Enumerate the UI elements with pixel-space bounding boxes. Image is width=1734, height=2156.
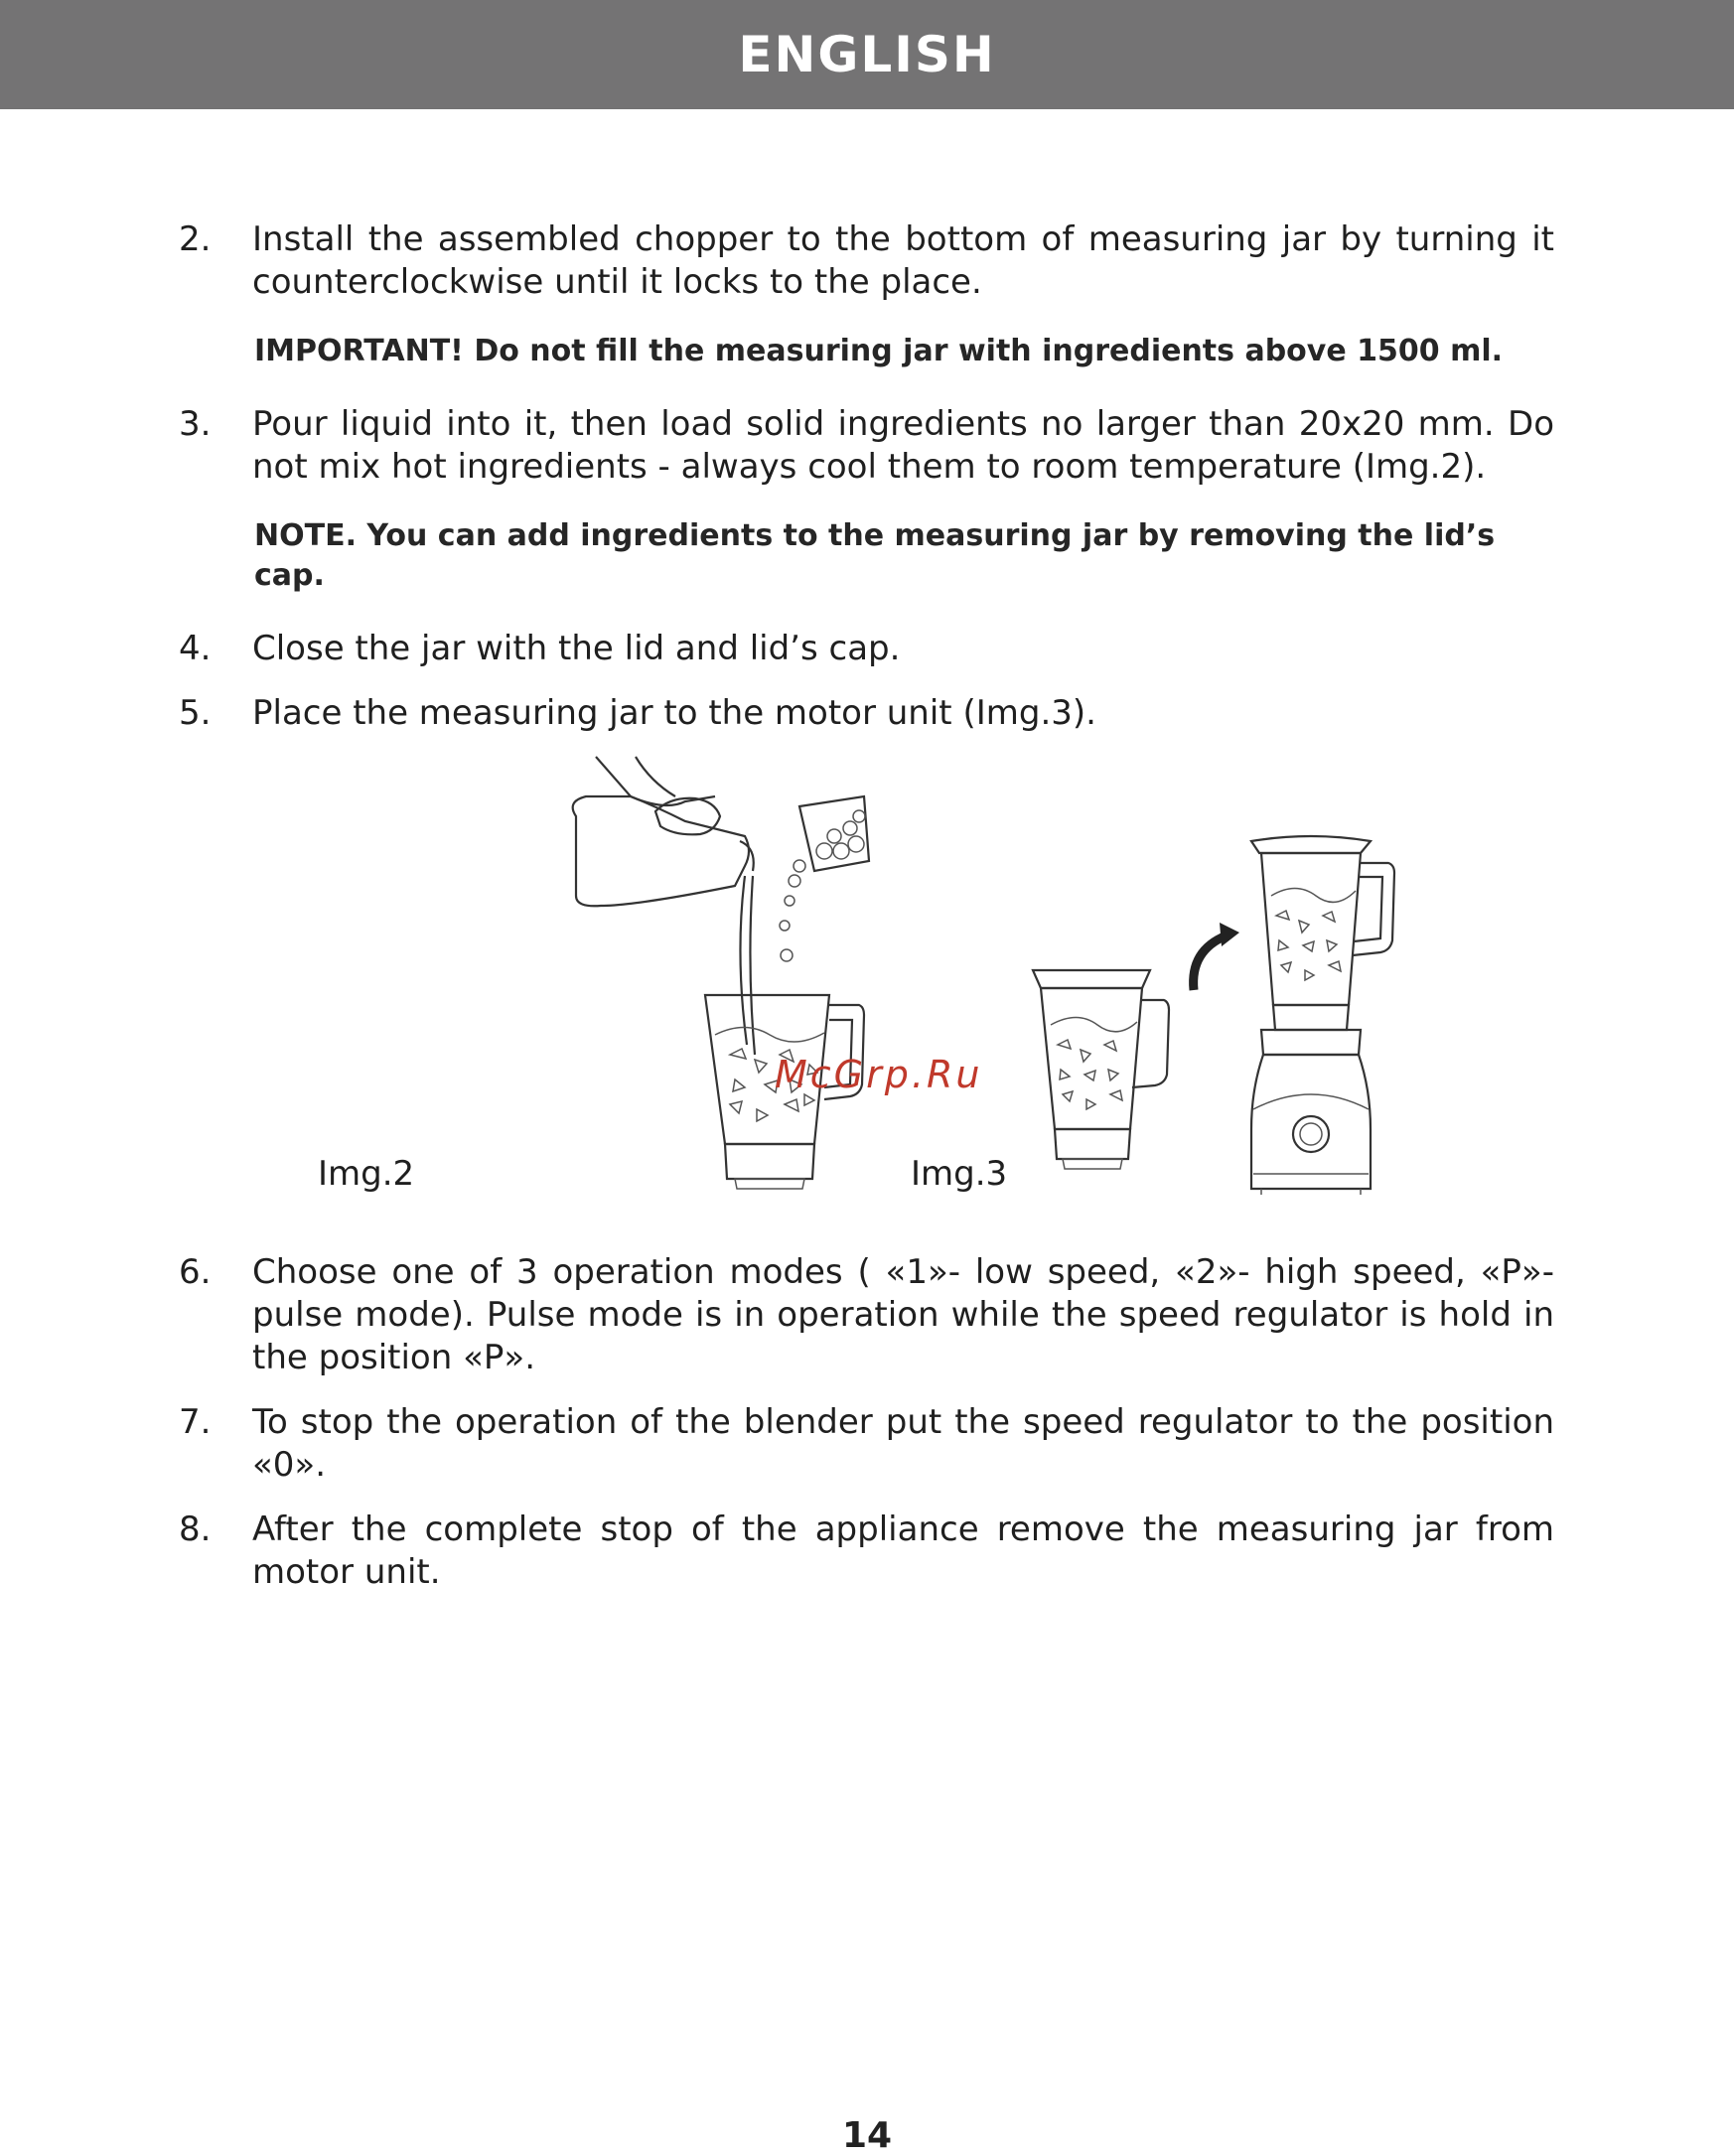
page-number: 14	[841, 2115, 893, 2156]
note-text-block	[254, 516, 1554, 596]
important-label: IMPORTANT!	[254, 334, 464, 368]
step-number: 8.	[179, 1509, 212, 1549]
step-text: Choose one of 3 operation modes ( «1»- low speed, «2»- high speed, «P»- pulse mode). Pulse mode is in operation while the speed regulator is hold in the position «P».	[252, 1252, 1554, 1377]
important-note	[254, 332, 1554, 371]
step-number: 3.	[179, 404, 212, 444]
step-8	[179, 1509, 1554, 1594]
step-number: 4.	[179, 629, 212, 668]
motor-unit-illustration	[1023, 831, 1460, 1219]
pouring-illustration	[387, 757, 904, 1204]
step-text: Pour liquid into it, then load solid ingredients no larger than 20x20 mm. Do not mix hot ingredients - always cool them to room temperature (Img.2).	[252, 404, 1554, 487]
important-text: Do not fill the measuring jar with ingredients above 1500 ml.	[463, 334, 1504, 368]
illustrations	[179, 757, 1554, 1223]
step-text: Close the jar with the lid and lid’s cap.	[252, 629, 901, 668]
step-number: 5.	[179, 693, 212, 733]
note-label: NOTE.	[254, 518, 357, 553]
step-6	[179, 1251, 1554, 1379]
step-3	[179, 403, 1554, 489]
watermark: McGrp.Ru	[775, 1053, 983, 1096]
step-number: 2.	[179, 219, 212, 259]
language-header	[0, 0, 1734, 109]
step-number: 6.	[179, 1252, 212, 1292]
instructions-content	[179, 218, 1554, 1616]
img2-caption: Img.2	[318, 1154, 415, 1194]
step-4	[179, 628, 1554, 670]
step-text: Place the measuring jar to the motor unit (Img.3).	[252, 693, 1096, 733]
step-text: Install the assembled chopper to the bottom of measuring jar by turning it counterclockwise until it locks to the place.	[252, 219, 1554, 302]
step-7	[179, 1401, 1554, 1487]
img3-caption: Img.3	[911, 1154, 1008, 1194]
step-text: To stop the operation of the blender put the speed regulator to the position «0».	[252, 1402, 1554, 1485]
step-5	[179, 692, 1554, 735]
step-2	[179, 218, 1554, 304]
header-title: ENGLISH	[738, 26, 996, 83]
step-text: After the complete stop of the appliance remove the measuring jar from motor unit.	[252, 1509, 1554, 1592]
step-number: 7.	[179, 1402, 212, 1442]
note-text: You can add ingredients to the measuring jar by removing the lid’s cap.	[254, 518, 1496, 593]
